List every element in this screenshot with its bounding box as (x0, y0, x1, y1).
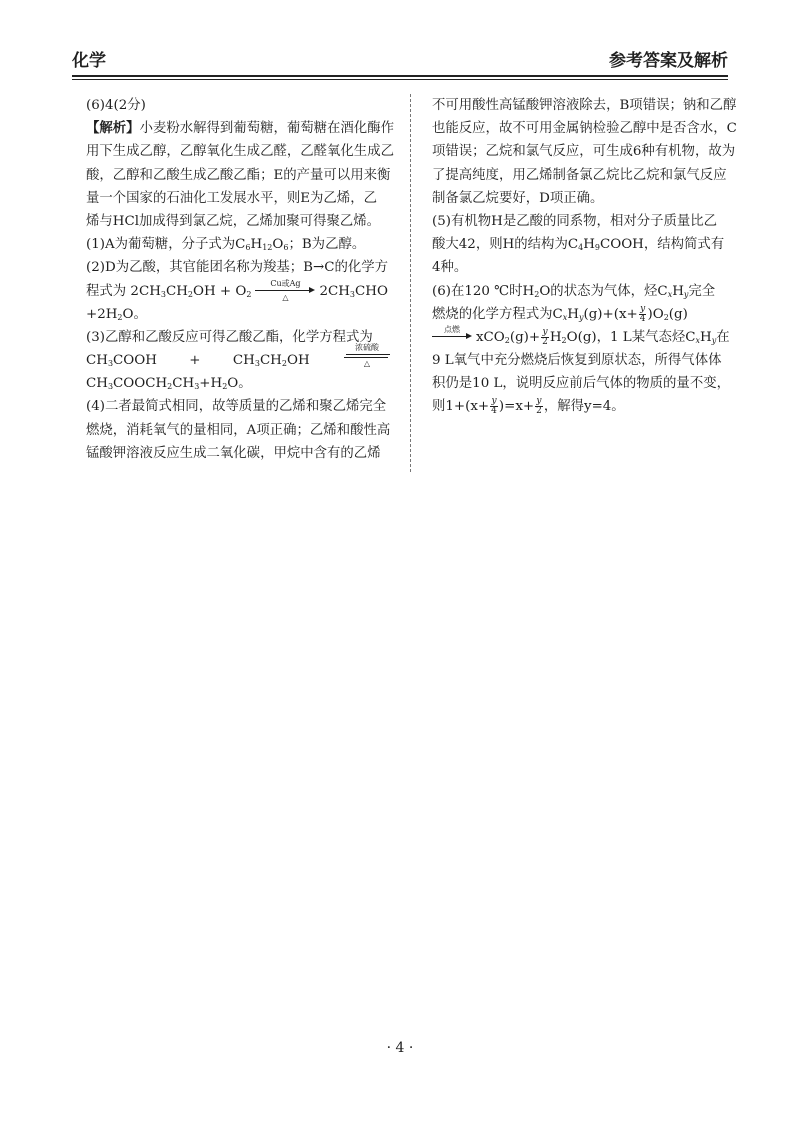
subscript: 2 (222, 382, 228, 392)
subscript: 2 (246, 289, 252, 299)
text: CH (172, 376, 195, 392)
var: x (562, 312, 568, 322)
analysis-line-3: 酸，乙醇和乙酸生成乙酸乙酯；E的产量可以用来衡 (86, 167, 391, 183)
answer-line: (6)4(2分) (86, 98, 146, 113)
part4-line-5: 也能反应，故不可用金属钠检验乙醇中是否含水，C (432, 121, 737, 137)
page-number: · 4 · (386, 1040, 414, 1056)
subscript: 2 (281, 359, 287, 369)
var: y (578, 312, 584, 322)
part4-line-3: 锰酸钾溶液反应生成二氧化碳，甲烷中含有的乙烯 (86, 445, 381, 461)
subscript: 2 (504, 335, 510, 345)
text: ；B为乙醇。 (288, 237, 366, 253)
analysis-line-1 (86, 117, 392, 140)
text: 在 (716, 329, 730, 345)
reversible-arrow (344, 343, 390, 369)
subscript: 3 (254, 359, 260, 369)
text: H (700, 329, 712, 345)
part4-line-1: (4)二者最简式相同，故等质量的乙烯和聚乙烯完全 (86, 399, 387, 415)
text: H (549, 329, 562, 345)
text: OH (286, 353, 310, 369)
left-column (86, 94, 392, 465)
part6-line-1 (432, 280, 740, 303)
var: y (683, 289, 689, 299)
text: CH (86, 353, 108, 369)
part6-line-2 (432, 303, 740, 326)
text: O(g)，1 L某气态烃C (566, 329, 696, 345)
text: (g)+(x+ (583, 306, 638, 322)
text: 酸大42，则H的结构为C (432, 237, 579, 253)
analysis-line-4: 量一个国家的石油化工发展水平，则E为乙烯，乙 (86, 190, 377, 206)
subscript: 2 (117, 312, 123, 322)
part5-line-1: (5)有机物H是乙酸的同系物，相对分子质量比乙 (432, 213, 718, 229)
text: COOCH (113, 376, 168, 392)
analysis-line-5: 烯与HCl加成得到氯乙烷，乙烯加聚可得聚乙烯。 (86, 213, 381, 229)
part3-line-1: (3)乙醇和乙酸反应可得乙酸乙酯，化学方程式为 (86, 329, 373, 345)
text: O的状态为气体，烃C (539, 283, 668, 299)
page-header (72, 46, 728, 72)
text: O。 (122, 306, 147, 322)
var: x (695, 335, 701, 345)
reactant-acid (86, 349, 157, 372)
right-column (432, 94, 740, 419)
text: O。 (227, 376, 252, 392)
combustion-arrow (432, 325, 472, 344)
part6-line-4: 9 L氧气中充分燃烧后恢复到原状态，所得气体体 (432, 353, 722, 369)
arrow-condition: △ (363, 359, 371, 369)
text: CH (165, 283, 188, 299)
subscript: 3 (194, 382, 200, 392)
text: (6)在120 ℃时H (432, 283, 535, 299)
plus-sign: + (189, 353, 201, 369)
text: 程式为 2CH (86, 283, 161, 299)
part6-line-5: 积仍是10 L，说明反应前后气体的物质的量不变， (432, 376, 730, 392)
part4-line-4: 不可用酸性高锰酸钾溶液除去，B项错误；钠和乙醇 (432, 98, 737, 113)
text: H (672, 283, 684, 299)
section-title: 参考答案及解析 (609, 51, 728, 71)
part4-line-6: 项错误；乙烷和氯气反应，可生成6种有机物，故为 (432, 144, 736, 160)
text: H (583, 237, 595, 253)
part4-line-7: 了提高纯度，用乙烯制备氯乙烷比乙烷和氯气反应 (432, 167, 727, 183)
subject-title: 化学 (72, 51, 106, 71)
text: )=x+ (498, 399, 535, 415)
part2-equation-cont (86, 303, 392, 326)
text: xCO (476, 329, 505, 345)
part3-product (86, 372, 392, 395)
text: 燃烧的化学方程式为C (432, 306, 563, 322)
fraction-y-over-2: $\frac{y}{2}$ (536, 396, 542, 417)
text: OH + O (193, 283, 247, 299)
subscript: 2 (167, 382, 173, 392)
text: H (250, 237, 263, 253)
analysis-line-2: 用下生成乙醇，乙醇氧化生成乙醛，乙醛氧化生成乙 (86, 144, 394, 160)
arrow-condition: 浓硫酸 (355, 343, 379, 353)
fraction-y-over-4: $\frac{y}{4}$ (639, 303, 646, 324)
var: y (711, 335, 717, 345)
part5-line-2 (432, 233, 740, 256)
subscript: 6 (245, 243, 251, 253)
part2-equation (86, 280, 392, 303)
text: +H (199, 376, 223, 392)
subscript: 2 (534, 289, 540, 299)
text: CHO (355, 283, 388, 299)
subscript: 2 (187, 289, 193, 299)
part4-line-2: 燃烧，消耗氧气的量相同，A项正确；乙烯和酸性高 (86, 422, 391, 438)
text: +2H (86, 306, 118, 322)
text: (g)+ (509, 329, 541, 345)
column-divider (410, 94, 411, 472)
text: (g) (668, 306, 688, 322)
subscript: 12 (262, 243, 273, 253)
subscript: 2 (663, 312, 669, 322)
text: H (567, 306, 579, 322)
fraction-y-over-4: $\frac{y}{4}$ (491, 396, 497, 417)
subscript: 4 (578, 243, 584, 253)
text: O (272, 237, 284, 253)
text: 小麦粉水解得到葡萄糖，葡萄糖在酒化酶作 (139, 121, 394, 137)
var: x (667, 289, 673, 299)
text: COOH (113, 353, 157, 369)
part4-line-8: 制备氯乙烷要好，D项正确。 (432, 190, 604, 206)
analysis-tag: 【解析】 (86, 121, 140, 137)
arrow-condition: △ (282, 293, 289, 302)
subscript: 3 (107, 382, 114, 392)
text: COOH，结构简式有 (599, 237, 725, 253)
arrow-condition: 点燃 (444, 325, 460, 335)
subscript: 3 (107, 359, 114, 369)
text: CH (259, 353, 282, 369)
reactant-alcohol (233, 349, 310, 372)
subscript: 3 (349, 289, 356, 299)
text: 则1+(x+ (432, 399, 490, 415)
subscript: 9 (594, 243, 600, 253)
header-rule-thin (72, 79, 728, 80)
part2-line-1: (2)D为乙酸，其官能团名称为羧基；B→C的化学方 (86, 260, 389, 276)
text: )O (647, 306, 664, 322)
arrow-condition: Cu或Ag (270, 279, 301, 288)
reaction-arrow (255, 279, 315, 302)
text: (1)A为葡萄糖，分子式为C (86, 237, 246, 253)
part1-line (86, 233, 392, 256)
part5-line-3: 4种。 (432, 260, 468, 276)
subscript: 3 (160, 289, 166, 299)
subscript: 2 (561, 335, 567, 345)
part3-equation (86, 343, 392, 372)
text: 2CH (319, 283, 350, 299)
subscript: 6 (283, 243, 289, 253)
text: CH (86, 376, 108, 392)
part6-line-3 (432, 326, 740, 349)
text: CH (232, 353, 255, 369)
fraction-y-over-2: $\frac{y}{2}$ (542, 326, 548, 347)
part6-line-6 (432, 395, 740, 418)
text: 完全 (688, 283, 716, 299)
text: ，解得y=4。 (543, 399, 625, 415)
header-rule-thick (72, 75, 728, 77)
